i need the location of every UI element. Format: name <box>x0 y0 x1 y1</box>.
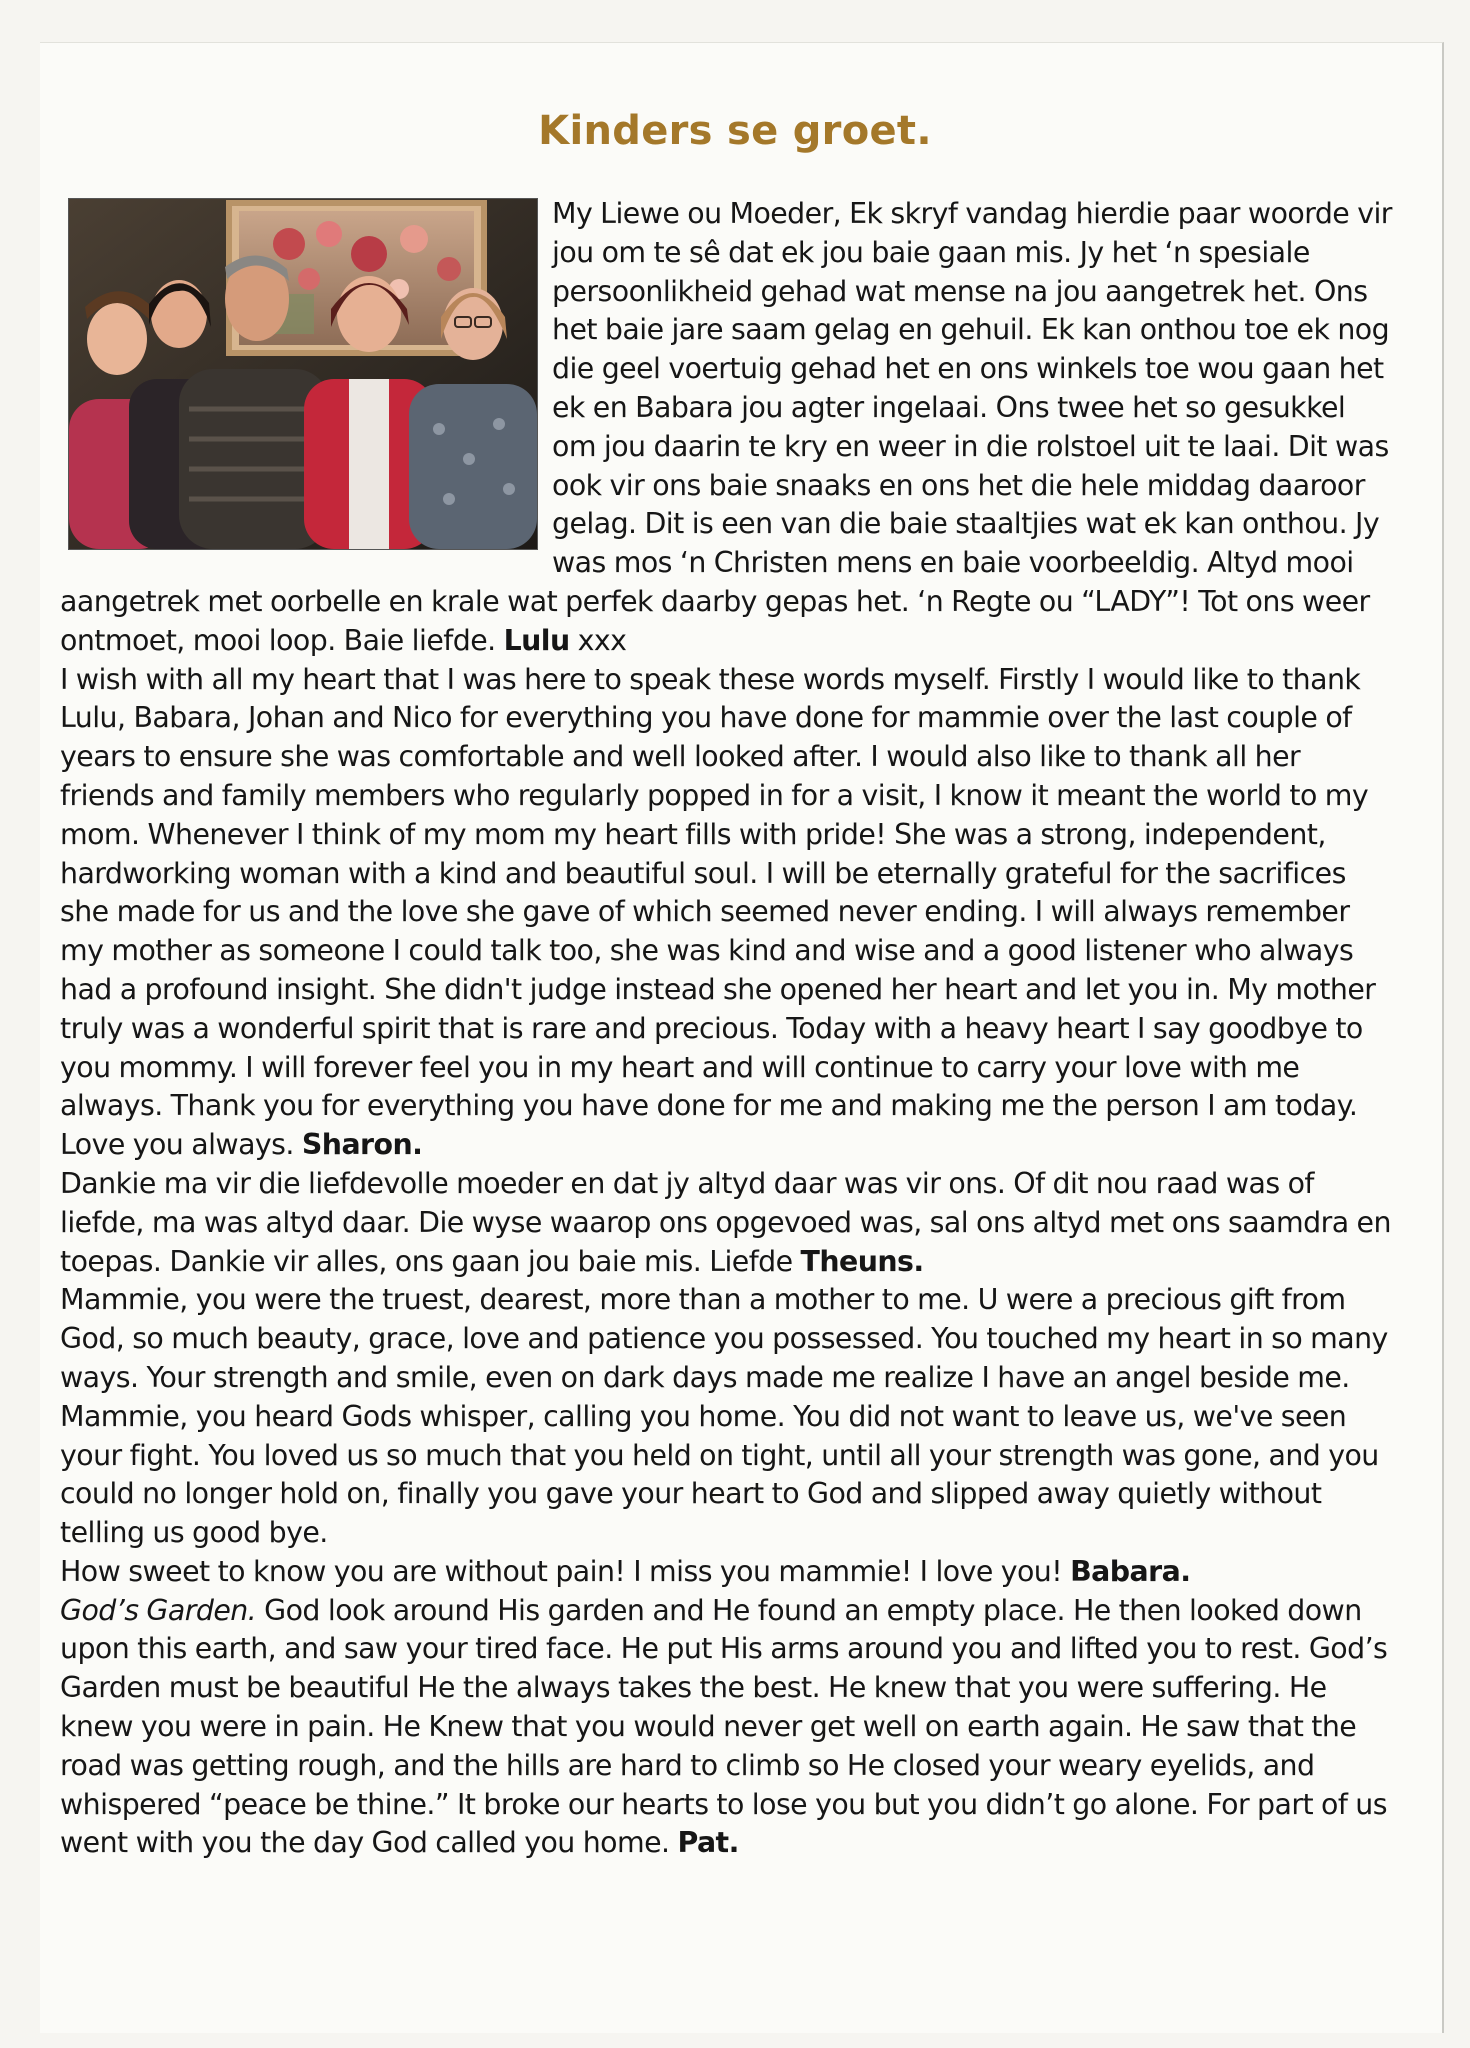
signature-pat: Pat. <box>677 1826 739 1860</box>
poem-title: God’s Garden. <box>60 1593 257 1627</box>
tribute-babara-text2: How sweet to know you are without pain! I miss you mammie! I love you! <box>60 1554 1063 1588</box>
tribute-lulu <box>60 195 1395 661</box>
signature-babara: Babara. <box>1070 1554 1191 1588</box>
tribute-babara-text: Mammie, you were the truest, dearest, more than a mother to me. U were a precious gift from God, so much beauty, grace, love and patience you possessed. You touched my heart in so many ways. Your strength and smile, even on dark days made me realize I have an angel beside me. Mammie, you heard Gods whisper, calling you home. You did not want to leave us, we've seen your fight. You loved us so much that you held on tight, until all your strength was gone, and you could no longer hold on, finally you gave your heart to God and slipped away quietly without telling us good bye. <box>60 1283 1388 1550</box>
poem-text: God look around His garden and He found an empty place. He then looked down upon this earth, and saw your tired face. He put His arms around you and lifted you to rest. God’s Garden must be beautiful He the always takes the best. He knew that you were suffering. He knew you were in pain. He Knew that you would never get well on earth again. He saw that the road was getting rough, and the hills are hard to climb so He closed your weary eyelids, and whispered “peace be thine.” It broke our hearts to lose you but you didn’t go alone. For part of us went with you the day God called you home. <box>60 1593 1388 1860</box>
signature-lulu: Lulu <box>503 623 570 657</box>
page-title: Kinders se groet. <box>538 108 932 154</box>
signature-sharon: Sharon. <box>301 1128 423 1162</box>
tribute-sharon <box>60 661 1395 1165</box>
tribute-pat <box>60 1592 1395 1864</box>
tribute-theuns-text: Dankie ma vir die liefdevolle moeder en dat jy altyd daar was vir ons. Of dit nou raad was of liefde, ma was altyd daar. Die wyse waarop ons opgevoed was, sal ons altyd met ons saamdra en toepas. Dankie vir alles, ons gaan jou baie mis. Liefde <box>60 1166 1391 1278</box>
tribute-babara <box>60 1281 1395 1553</box>
signature-theuns: Theuns. <box>800 1244 924 1278</box>
tribute-theuns <box>60 1165 1395 1281</box>
family-photo <box>68 198 538 550</box>
tribute-babara-closing <box>60 1553 1395 1592</box>
tributes-body <box>60 195 1395 1863</box>
tribute-lulu-text: My Liewe ou Moeder, Ek skryf vandag hierdie paar woorde vir jou om te sê dat ek jou baie gaan mis. Jy het ‘n spesiale persoonlikheid gehad wat mense na jou aangetrek het. Ons het baie jare saam gelag en gehuil. Ek kan onthou toe ek nog die geel voertuig gehad het en ons winkels toe wou gaan het ek en Babara jou agter ingelaai. Ons twee het so gesukkel om jou daarin te kry en weer in die rolstoel uit te laai. Dit was ook vir ons baie snaaks en ons het die hele middag daaroor gelag. Dit is een van die baie staaltjies wat ek kan onthou. Jy was mos ‘n Christen mens en baie voorbeeldig. Altyd mooi aangetrek met oorbelle en krale wat perfek daarby gepas het. ‘n Regte ou “LADY”! Tot ons weer ontmoet, mooi loop. Baie liefde. <box>60 197 1392 657</box>
signature-lulu-suffix: xxx <box>569 623 627 657</box>
tribute-sharon-text: I wish with all my heart that I was here to speak these words myself. Firstly I would like to thank Lulu, Babara, Johan and Nico for everything you have done for mammie over the last couple of years to ensure she was comfortable and well looked after. I would also like to thank all her friends and family members who regularly popped in for a visit, I know it meant the world to my mom. Whenever I think of my mom my heart fills with pride! She was a strong, independent, hardworking woman with a kind and beautiful soul. I will be eternally grateful for the sacrifices she made for us and the love she gave of which seemed never ending. I will always remember my mother as someone I could talk too, she was kind and wise and a good listener who always had a profound insight. She didn't judge instead she opened her heart and let you in. My mother truly was a wonderful spirit that is rare and precious. Today with a heavy heart I say goodbye to you mommy. I will forever feel you in my heart and will continue to carry your love with me always. Thank you for everything you have done for me and making me the person I am today. Love you always. <box>60 662 1376 1162</box>
